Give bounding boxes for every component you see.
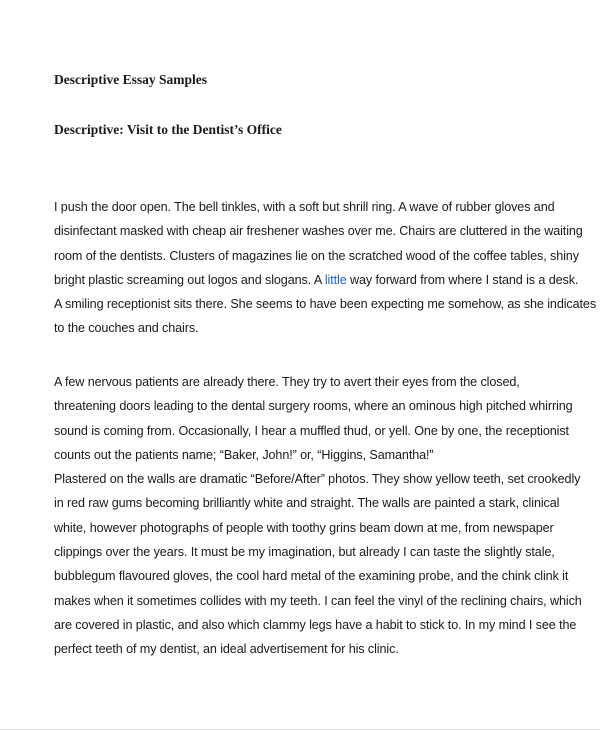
paragraph-2-line: are covered in plastic, and also which clammy legs have a habit to stick to. In my mind I see the <box>54 617 577 632</box>
paragraph-1-line: to the couches and chairs. <box>54 321 199 336</box>
document-title: Descriptive Essay Samples <box>54 72 207 87</box>
paragraph-2-line: threatening doors leading to the dental surgery rooms, where an ominous high pitched whirring <box>54 399 573 414</box>
paragraph-1-line-with-link <box>54 268 596 292</box>
paragraph-1-line: disinfectant masked with cheap air freshener washes over me. Chairs are cluttered in the waiting <box>54 224 583 239</box>
paragraph-2-line: clippings over the years. It must be my imagination, but already I can taste the slightly stale, <box>54 545 555 560</box>
paragraph-2 <box>54 370 582 662</box>
text-run: way forward from where I stand is a desk. <box>346 272 579 287</box>
paragraph-1-line: room of the dentists. Clusters of magazines lie on the scratched wood of the coffee tables, shiny <box>54 248 579 263</box>
paragraph-1-line: I push the door open. The bell tinkles, with a soft but shrill ring. A wave of rubber gloves and <box>54 200 555 214</box>
paragraph-2-line: Plastered on the walls are dramatic “Before/After” photos. They show yellow teeth, set crookedly <box>54 472 581 487</box>
paragraph-2-line: counts out the patients name; “Baker, John!” or, “Higgins, Samantha!” <box>54 447 434 462</box>
little-link[interactable]: little <box>324 272 347 287</box>
paragraph-2-line: in red raw gums becoming brilliantly white and straight. The walls are painted a stark, clinical <box>54 496 560 511</box>
paragraph-2-line: perfect teeth of my dentist, an ideal advertisement for his clinic. <box>54 642 399 657</box>
text-run: bright plastic screaming out logos and slogans. A <box>54 272 325 287</box>
paragraph-1 <box>54 195 596 341</box>
paragraph-2-line: makes when it sometimes collides with my teeth. I can feel the vinyl of the reclining chairs, which <box>54 593 582 608</box>
paragraph-1-line: A smiling receptionist sits there. She seems to have been expecting me somehow, as she indicates <box>54 297 597 312</box>
paragraph-2-line: white, however photographs of people with toothy grins beam down at me, from newspaper <box>54 520 554 535</box>
paragraph-2-line: A few nervous patients are already there. They try to avert their eyes from the closed, <box>54 375 520 389</box>
paragraph-2-line: sound is coming from. Occasionally, I hear a muffled thud, or yell. One by one, the receptionist <box>54 423 569 438</box>
paragraph-2-line: bubblegum flavoured gloves, the cool hard metal of the examining probe, and the chink clink it <box>54 569 569 584</box>
essay-title: Descriptive: Visit to the Dentist’s Office <box>54 122 282 137</box>
